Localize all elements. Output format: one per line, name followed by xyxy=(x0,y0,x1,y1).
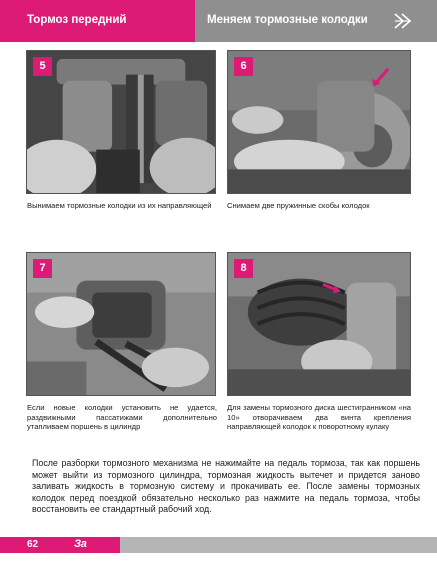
photo-8 xyxy=(227,252,411,396)
section-header xyxy=(0,0,195,42)
photo-7-caption: Если новые колодки установить не удается, раздвижными пассатижами дополнительно утапливаем поршень в цилиндр xyxy=(27,403,217,432)
photo-6 xyxy=(227,50,411,194)
chapter-header xyxy=(195,0,437,42)
footer-gray-bar xyxy=(120,537,437,553)
photo-number-badge: 8 xyxy=(234,259,253,278)
page-footer xyxy=(0,537,437,562)
publisher-logo: За рулем xyxy=(74,538,107,562)
photo-number-badge: 6 xyxy=(234,57,253,76)
page-header xyxy=(0,0,437,42)
photo-5 xyxy=(26,50,216,194)
footer-accent-bar xyxy=(0,537,120,562)
page-number: 62 xyxy=(27,539,39,550)
section-title: Тормоз передний xyxy=(27,14,127,26)
spring-clips-removal-image xyxy=(228,51,410,193)
photo-6-caption: Снимаем две пружинные скобы колодок xyxy=(227,201,370,210)
body-paragraph: После разборки тормозного механизма не нажимайте на педаль тормоза, так как поршень может выйти из тормозного цилиндра, тормозная жидкость вытечет и придется заново заливать жидкость в тормозную систему и прокачивать ее. После замены тормозных колодок перед поездкой обязательно несколько раз нажмите на педаль тормоза, чтобы восстановить ее стандартный рабочий ход. xyxy=(32,458,420,515)
photo-number-badge: 7 xyxy=(33,259,52,278)
photo-number-badge: 5 xyxy=(33,57,52,76)
brake-pads-removal-image xyxy=(27,51,215,193)
hex-key-caliper-image xyxy=(228,253,410,395)
photo-7 xyxy=(26,252,216,396)
photo-8-caption: Для замены тормозного диска шестигранником «на 10» отворачиваем два винта крепления направляющей колодок к поворотному кулаку xyxy=(227,403,411,432)
chapter-title: Меняем тормозные колодки xyxy=(207,14,368,26)
double-arrow-right-icon xyxy=(393,11,415,31)
photo-5-caption: Вынимаем тормозные колодки из их направляющей xyxy=(27,201,212,210)
piston-pliers-image xyxy=(27,253,215,395)
